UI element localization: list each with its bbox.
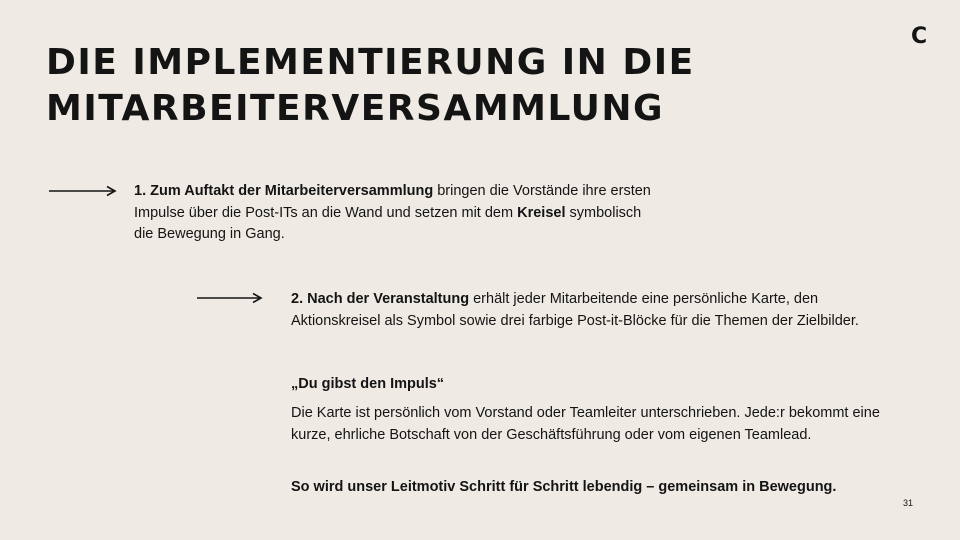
page-number: 31	[903, 498, 914, 508]
brand-logo: C	[911, 24, 928, 49]
step-2-paragraph	[291, 289, 891, 332]
arrow-right-icon	[49, 185, 119, 197]
step-2-text: erhält jeder Mitarbeitende eine persönliche Karte, den Aktionskreisel als Symbol sowie drei farbige Post-it-Blöcke für die Themen der Zielbilder.	[291, 291, 859, 329]
card-description: Die Karte ist persönlich vom Vorstand oder Teamleiter unterschrieben. Jede:r bekommt eine kurze, ehrliche Botschaft von der Geschäftsführung oder vom eigenen Teamlead.	[291, 405, 880, 443]
closing-statement: So wird unser Leitmotiv Schritt für Schritt lebendig – gemeinsam in Bewegung.	[291, 479, 837, 495]
step-1-text-b: symbolisch die Bewegung in Gang.	[134, 204, 642, 242]
step-2-heading: 2. Nach der Veranstaltung	[291, 291, 470, 307]
step-1-text-a: bringen die Vorstände ihre ersten Impulse über die Post-ITs an die Wand und setzen mit dem	[134, 183, 651, 221]
step-1-paragraph	[134, 181, 654, 246]
arrow-right-icon	[197, 292, 265, 304]
slide-title-line-2: MITARBEITERVERSAMMLUNG	[46, 88, 665, 129]
slide-title-line-1: DIE IMPLEMENTIERUNG IN DIE	[46, 42, 695, 83]
step-1-heading: 1. Zum Auftakt der Mitarbeiterversammlung	[134, 183, 434, 199]
step-1-kreisel: Kreisel	[517, 204, 566, 221]
quote-heading: „Du gibst den Impuls“	[291, 376, 445, 392]
slide-title	[46, 40, 695, 132]
